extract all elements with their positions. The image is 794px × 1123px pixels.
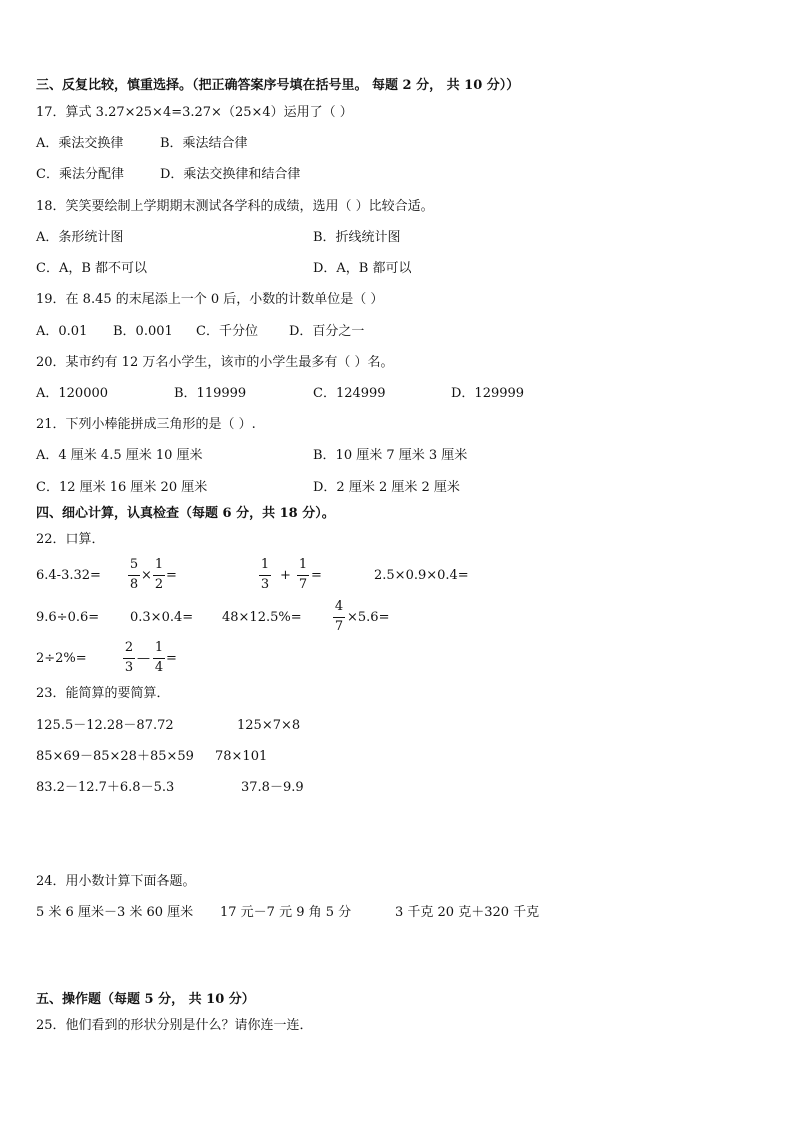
q18-stem: 18．笑笑要绘制上学期期末测试各学科的成绩，选用（ ）比较合适。 bbox=[36, 199, 434, 214]
q23-expr-3: 85×69－85×28＋85×59 bbox=[36, 749, 194, 764]
fraction-4-7 bbox=[332, 598, 346, 637]
q17-stem: 17．算式 3.27×25×4=3.27×（25×4）运用了（ ） bbox=[36, 105, 353, 120]
q22-expr-1: 6.4-3.32= bbox=[36, 568, 101, 583]
q17-option-b: B．乘法结合律 bbox=[160, 136, 248, 151]
q17-option-a: A．乘法交换律 bbox=[36, 136, 124, 151]
numerator: 1 bbox=[298, 557, 308, 572]
numerator: 5 bbox=[129, 557, 139, 572]
minus-sign: — bbox=[137, 651, 150, 666]
q22-expr-4: 2.5×0.9×0.4= bbox=[374, 568, 469, 583]
q24-expr-3: 3 千克 20 克＋320 千克 bbox=[395, 905, 540, 920]
q17-option-c: C．乘法分配律 bbox=[36, 167, 124, 182]
q18-option-a: A．条形统计图 bbox=[36, 230, 124, 245]
q22-expr-5: 9.6÷0.6= bbox=[36, 610, 100, 625]
q18-option-c: C．A，B 都不可以 bbox=[36, 261, 148, 276]
q22-expr-8-tail: ×5.6= bbox=[347, 610, 390, 625]
fraction-1-7 bbox=[296, 556, 310, 595]
q22-expr-7: 48×12.5%= bbox=[222, 610, 302, 625]
equals-sign: = bbox=[166, 651, 177, 666]
plus-sign: + bbox=[280, 568, 291, 583]
numerator: 1 bbox=[154, 557, 164, 572]
denominator: 7 bbox=[334, 619, 344, 634]
q19-option-d: D．百分之一 bbox=[289, 324, 365, 339]
q19-stem: 19．在 8.45 的末尾添上一个 0 后，小数的计数单位是（ ） bbox=[36, 292, 384, 307]
q18-option-b: B．折线统计图 bbox=[313, 230, 401, 245]
fraction-2-3 bbox=[122, 639, 136, 678]
q23-expr-1: 125.5－12.28－87.72 bbox=[36, 718, 174, 733]
q20-option-a: A．120000 bbox=[36, 386, 109, 401]
numerator: 2 bbox=[124, 640, 134, 655]
numerator: 4 bbox=[334, 599, 344, 614]
section-3-heading: 三、反复比较，慎重选择。（把正确答案序号填在括号里。 每题 2 分， 共 10 分）） bbox=[36, 78, 520, 93]
q25-stem: 25．他们看到的形状分别是什么？请你连一连． bbox=[36, 1018, 313, 1033]
numerator: 1 bbox=[154, 640, 164, 655]
q20-stem: 20．某市约有 12 万名小学生，该市的小学生最多有（ ）名。 bbox=[36, 355, 394, 370]
q21-option-b: B．10 厘米 7 厘米 3 厘米 bbox=[313, 448, 468, 463]
q19-option-a: A．0.01 bbox=[36, 324, 88, 339]
q20-option-b: B．119999 bbox=[174, 386, 247, 401]
q21-option-a: A．4 厘米 4.5 厘米 10 厘米 bbox=[36, 448, 203, 463]
denominator: 3 bbox=[124, 660, 134, 675]
fraction-1-2 bbox=[152, 556, 166, 595]
q23-stem: 23．能简算的要简算． bbox=[36, 686, 170, 701]
q20-option-c: C．124999 bbox=[313, 386, 386, 401]
numerator: 1 bbox=[260, 557, 270, 572]
denominator: 3 bbox=[260, 577, 270, 592]
q21-option-c: C．12 厘米 16 厘米 20 厘米 bbox=[36, 480, 208, 495]
section-5-heading: 五、操作题（每题 5 分， 共 10 分） bbox=[36, 992, 255, 1007]
denominator: 4 bbox=[154, 660, 164, 675]
q24-expr-2: 17 元－7 元 9 角 5 分 bbox=[220, 905, 352, 920]
q23-expr-4: 78×101 bbox=[215, 749, 268, 764]
denominator: 2 bbox=[154, 577, 164, 592]
q23-expr-2: 125×7×8 bbox=[237, 718, 301, 733]
fraction-1-4 bbox=[152, 639, 166, 678]
q19-option-c: C．千分位 bbox=[196, 324, 258, 339]
q24-expr-1: 5 米 6 厘米－3 米 60 厘米 bbox=[36, 905, 194, 920]
fraction-5-8 bbox=[127, 556, 141, 595]
q19-option-b: B．0.001 bbox=[113, 324, 173, 339]
q22-expr-9: 2÷2%= bbox=[36, 651, 87, 666]
q23-expr-6: 37.8－9.9 bbox=[241, 780, 304, 795]
q20-option-d: D．129999 bbox=[451, 386, 525, 401]
times-sign: × bbox=[141, 568, 152, 583]
equals-sign: = bbox=[166, 568, 177, 583]
section-4-heading: 四、细心计算，认真检查（每题 6 分，共 18 分）。 bbox=[36, 506, 335, 521]
equals-sign: = bbox=[311, 568, 322, 583]
denominator: 8 bbox=[129, 577, 139, 592]
denominator: 7 bbox=[298, 577, 308, 592]
q18-option-d: D．A，B 都可以 bbox=[313, 261, 412, 276]
q22-stem: 22．口算． bbox=[36, 532, 105, 547]
q22-expr-6: 0.3×0.4= bbox=[130, 610, 194, 625]
q17-option-d: D．乘法交换律和结合律 bbox=[160, 167, 301, 182]
q23-expr-5: 83.2－12.7＋6.8－5.3 bbox=[36, 780, 175, 795]
q21-stem: 21．下列小棒能拼成三角形的是（ ）. bbox=[36, 417, 256, 432]
fraction-1-3 bbox=[258, 556, 272, 595]
q24-stem: 24．用小数计算下面各题。 bbox=[36, 874, 196, 889]
q21-option-d: D．2 厘米 2 厘米 2 厘米 bbox=[313, 480, 460, 495]
